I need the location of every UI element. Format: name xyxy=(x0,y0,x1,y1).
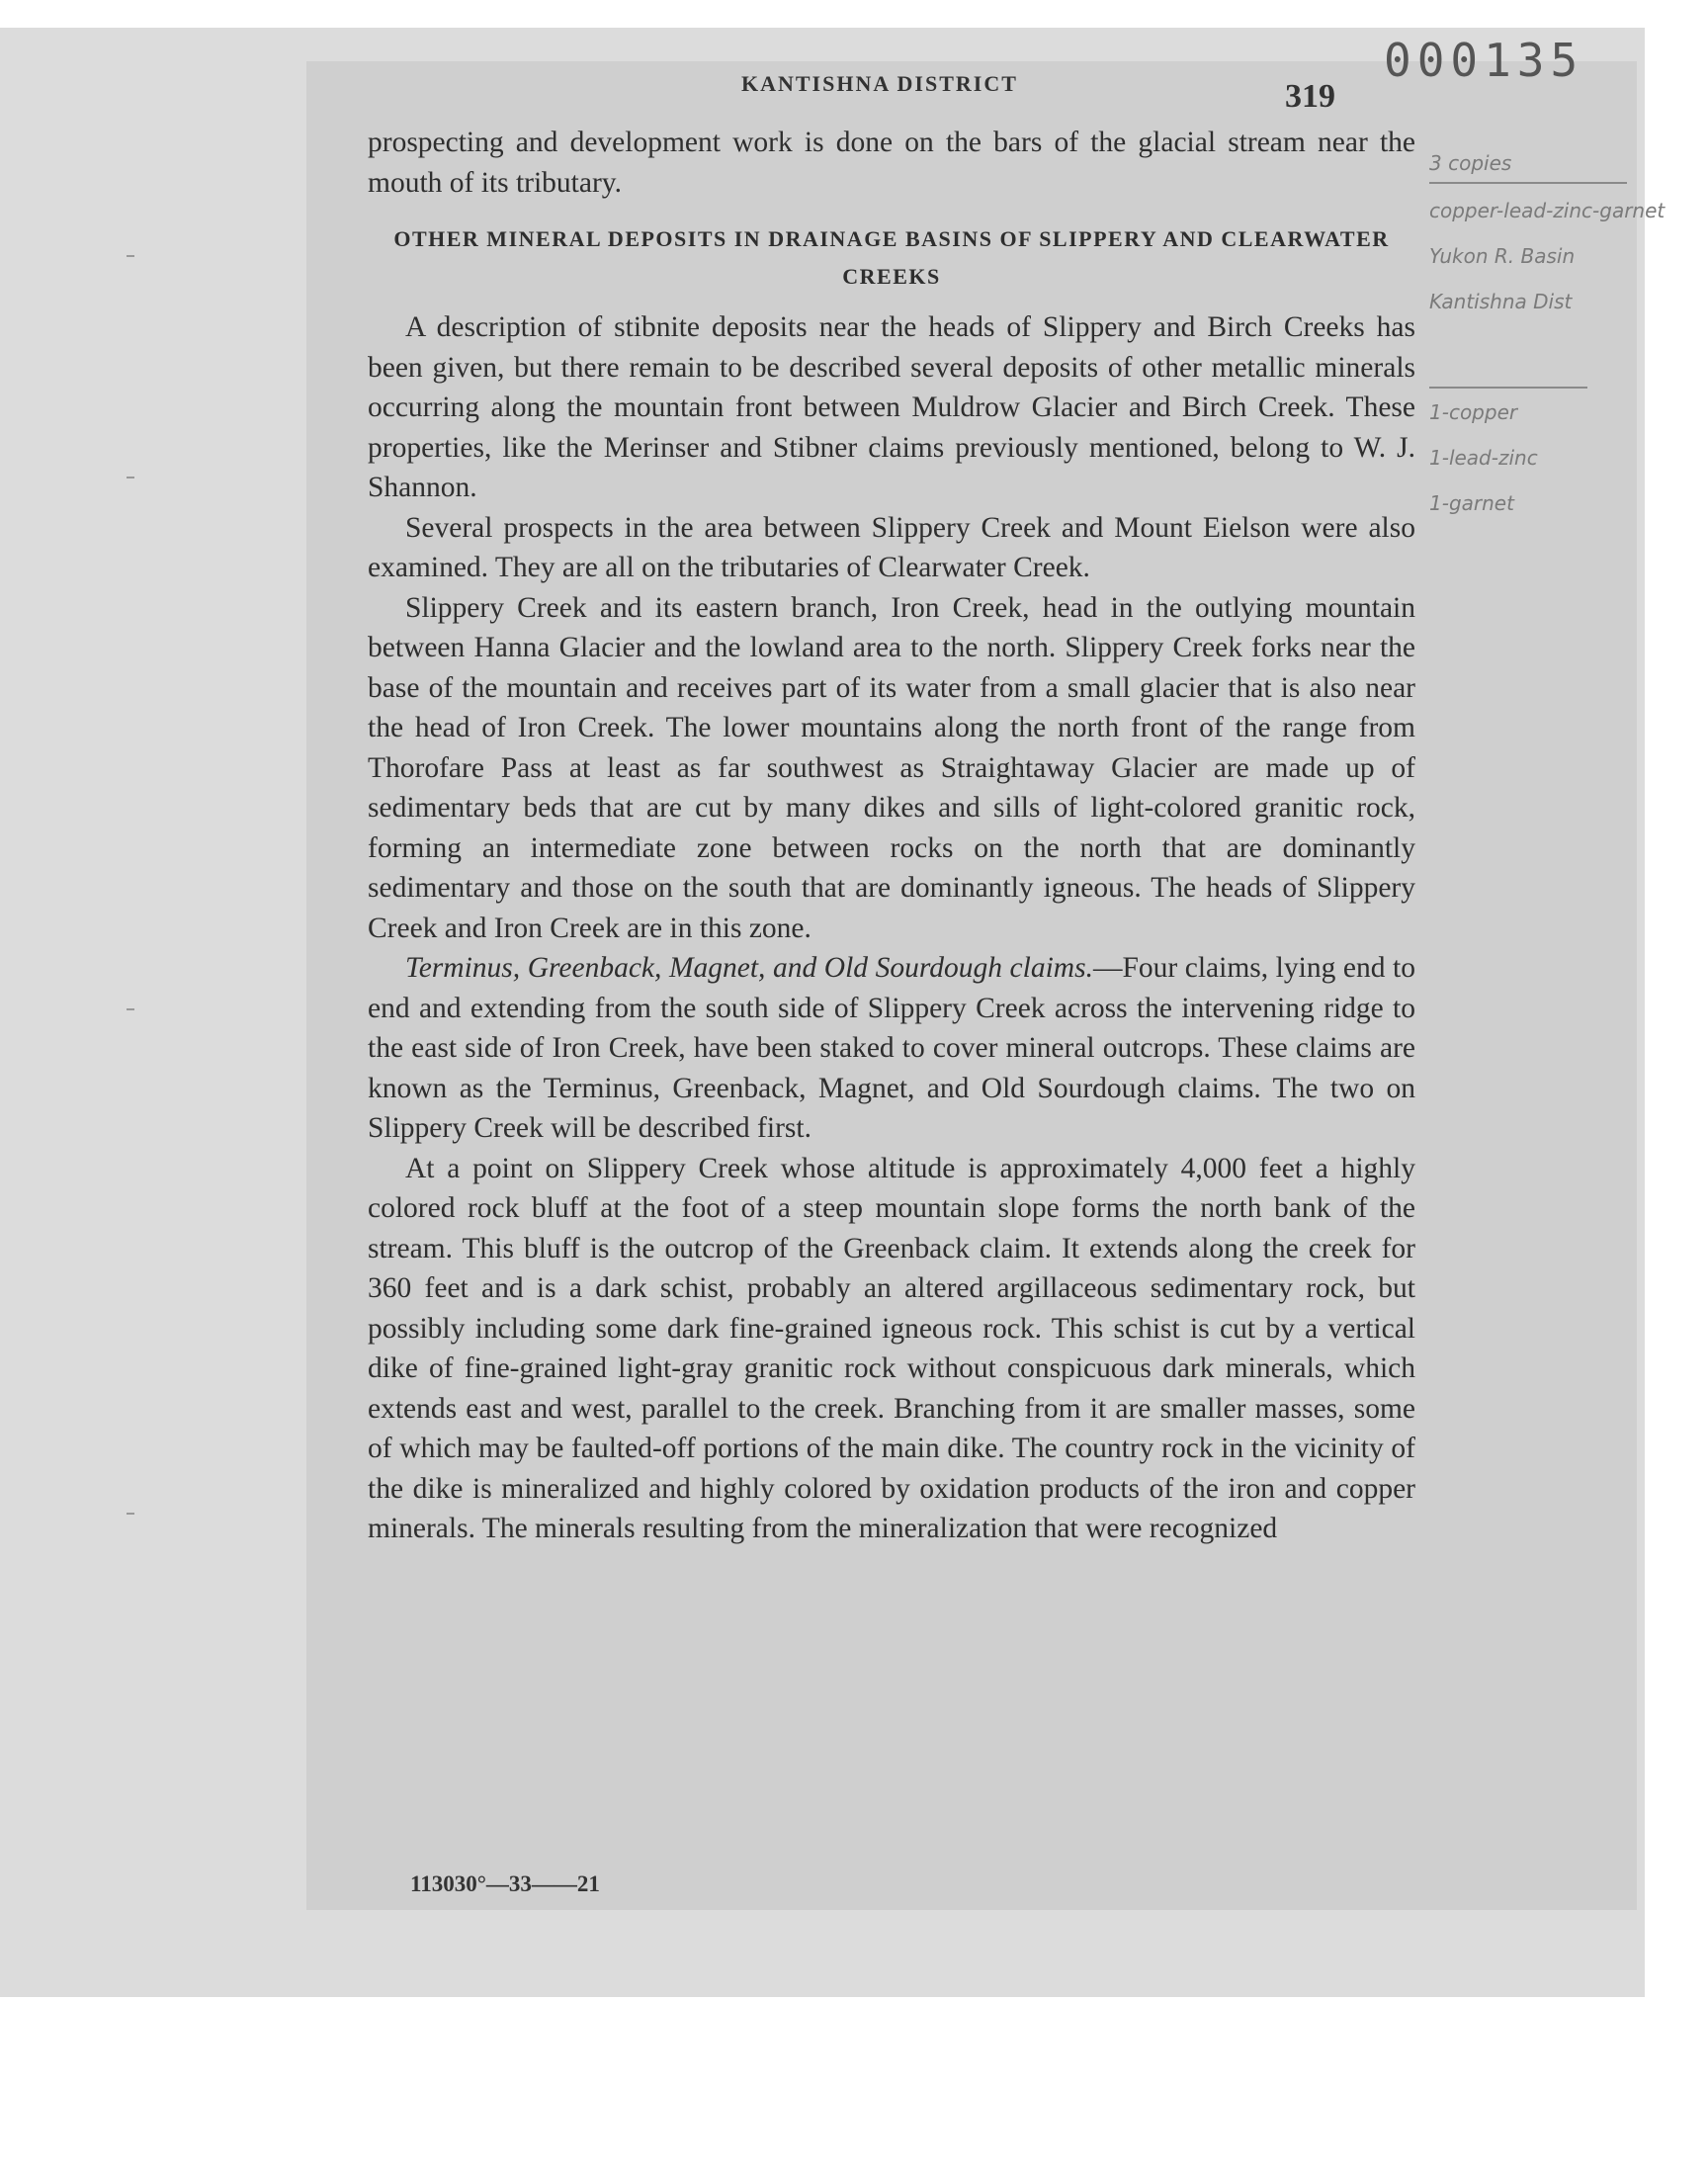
handwritten-rule xyxy=(1429,387,1587,389)
stamp-number: 000135 xyxy=(1384,34,1584,87)
print-code: 113030°—33——21 xyxy=(410,1871,600,1896)
handwritten-note: Kantishna Dist xyxy=(1429,290,1573,313)
handwritten-note: Yukon R. Basin xyxy=(1429,244,1576,268)
handwritten-note: 1-copper xyxy=(1429,400,1518,424)
paragraph: Several prospects in the area between Slippery Creek and Mount Eielson were also examined. They are all on the tributaries of Clearwater Creek. xyxy=(368,511,1415,583)
running-title: KANTISHNA DISTRICT xyxy=(741,71,1018,96)
paragraph: A description of stibnite deposits near the heads of Slippery and Birch Creeks has been given, but there remain to be described several deposits of other metallic minerals occurring along the mountain front between Muldrow Glacier and Birch Creek. These properties, like the Merinser and Stibner claims previously mentioned, belong to W. J. Shannon. xyxy=(368,311,1415,503)
document-body xyxy=(368,123,1415,1549)
margin-mark xyxy=(127,255,134,257)
paragraph: Slippery Creek and its eastern branch, Iron Creek, head in the outlying mountain between Hanna Glacier and the lowland area to the north. Slippery Creek forks near the base of the mountain and receives part of its water from a small glacier that is also near the head of Iron Creek. The lower mountains along the north front of the range from Thorofare Pass at least as far southwest as Straightaway Glacier are made up of sedimentary beds that are cut by many dikes and sills of light-colored granitic rock, forming an intermediate zone between rocks on the north that are dominantly sedimentary and those on the south that are dominantly igneous. The heads of Slippery Creek and Iron Creek are in this zone. xyxy=(368,591,1415,944)
handwritten-note: copper-lead-zinc-garnet xyxy=(1429,199,1665,222)
paragraph: At a point on Slippery Creek whose altitude is approximately 4,000 feet a highly colored rock bluff at the foot of a steep mountain slope forms the north bank of the stream. This bluff is the outcrop of the Greenback claim. It extends along the creek for 360 feet and is a dark schist, probably an altered argillaceous sedimentary rock, but possibly including some dark fine-grained igneous rock. This schist is cut by a vertical dike of fine-grained light-gray granitic rock without conspicuous dark minerals, which extends east and west, parallel to the creek. Branching from it are smaller masses, some of which may be faulted-off portions of the main dike. The country rock in the vicinity of the dike is mineralized and highly colored by oxidation products of the iron and copper minerals. The minerals resulting from the mineralization that were recognized xyxy=(368,1152,1415,1544)
paragraph-text: —Four claims, lying end to end and extending from the south side of Slippery Creek across the intervening ridge to the east side of Iron Creek, have been staked to cover mineral outcrops. These claims are known as the Terminus, Greenback, Magnet, and Old Sourdough claims. The two on Slippery Creek will be described first. xyxy=(368,952,1415,1144)
paragraph xyxy=(368,948,1415,1149)
margin-mark xyxy=(127,1513,134,1515)
handwritten-note: 1-lead-zinc xyxy=(1429,446,1538,470)
page-number: 319 xyxy=(1285,78,1335,115)
handwritten-note: 3 copies xyxy=(1429,151,1512,175)
paragraph: prospecting and development work is done on the bars of the glacial stream near the mouth of its tributary. xyxy=(368,127,1415,199)
handwritten-note: 1-garnet xyxy=(1429,491,1514,515)
section-heading: OTHER MINERAL DEPOSITS IN DRAINAGE BASINS OF SLIPPERY AND CLEARWATER CREEKS xyxy=(393,226,1390,289)
handwritten-rule xyxy=(1429,182,1627,184)
margin-mark xyxy=(127,1008,134,1010)
margin-mark xyxy=(127,477,134,478)
claims-subheading: Terminus, Greenback, Magnet, and Old Sourdough claims. xyxy=(405,952,1093,984)
